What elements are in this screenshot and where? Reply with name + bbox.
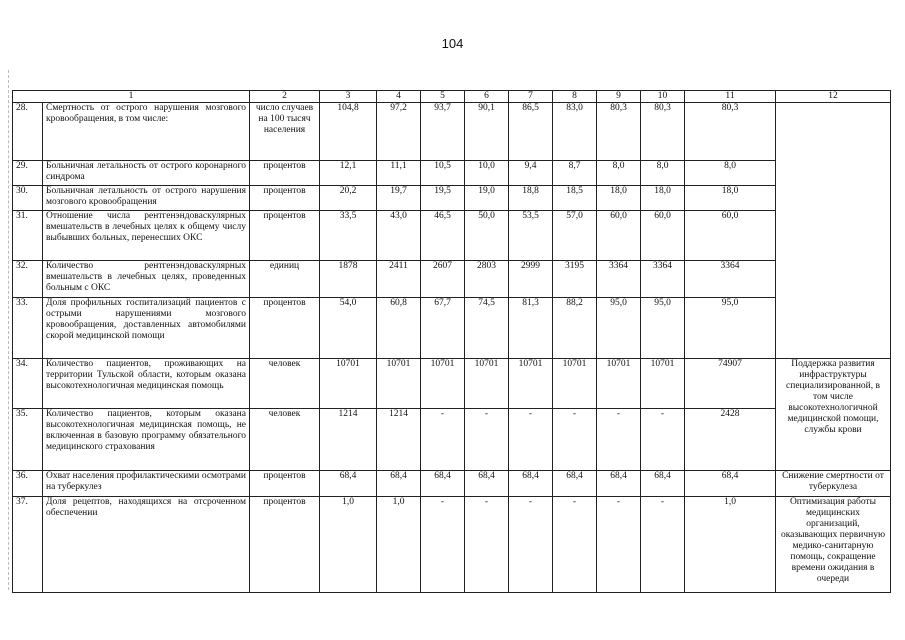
value-cell: 2803 — [465, 261, 509, 298]
header-cell: 2 — [250, 91, 320, 103]
value-cell: 1,0 — [320, 497, 377, 593]
value-cell: - — [553, 409, 597, 471]
value-cell: 10701 — [377, 359, 421, 409]
note-cell-empty — [776, 103, 891, 359]
value-cell: 53,5 — [509, 211, 553, 261]
value-cell: 68,4 — [553, 471, 597, 497]
header-cell: 7 — [509, 91, 553, 103]
value-cell: 81,3 — [509, 298, 553, 359]
value-cell: 74,5 — [465, 298, 509, 359]
row-number: 32. — [13, 261, 43, 298]
table-row — [13, 186, 891, 211]
header-cell: 1 — [13, 91, 250, 103]
value-cell: 2411 — [377, 261, 421, 298]
row-number: 28. — [13, 103, 43, 161]
unit-cell: человек — [250, 359, 320, 409]
value-cell: 3195 — [553, 261, 597, 298]
value-cell: 80,3 — [641, 103, 685, 161]
indicator-cell: Количество рентгенэндоваскулярных вмешательств в лечебных целях, проведенных больным с ОКС — [43, 261, 250, 298]
value-cell: 80,3 — [597, 103, 641, 161]
scan-edge-line — [8, 70, 10, 590]
value-cell: 1214 — [320, 409, 377, 471]
unit-cell: единиц — [250, 261, 320, 298]
value-cell: 10701 — [553, 359, 597, 409]
value-cell: 68,4 — [685, 471, 776, 497]
table-row — [13, 497, 891, 593]
value-cell: 95,0 — [685, 298, 776, 359]
value-cell: 8,0 — [641, 161, 685, 186]
value-cell: - — [597, 497, 641, 593]
note-cell-infrastructure: Поддержка развития инфраструктуры специализированной, в том числе высокотехнологичной медицинской помощи, службы крови — [776, 359, 891, 471]
header-cell: 9 — [597, 91, 641, 103]
value-cell: 19,0 — [465, 186, 509, 211]
unit-cell: процентов — [250, 211, 320, 261]
value-cell: 95,0 — [597, 298, 641, 359]
value-cell: 68,4 — [509, 471, 553, 497]
value-cell: 18,5 — [553, 186, 597, 211]
value-cell: - — [509, 497, 553, 593]
header-row — [13, 91, 891, 103]
indicator-cell: Охват населения профилактическими осмотрами на туберкулез — [43, 471, 250, 497]
indicator-cell: Количество пациентов, которым оказана высокотехнологичная медицинская помощь, не включенная в базовую программу обязательного медицинского страхования — [43, 409, 250, 471]
unit-cell: процентов — [250, 471, 320, 497]
value-cell: 18,0 — [641, 186, 685, 211]
table-row — [13, 471, 891, 497]
note-cell-primary-care: Оптимизация работы медицинских организаций, оказывающих первичную медико-санитарную помощь, сокращение времени ожидания в очереди — [776, 497, 891, 593]
header-cell: 3 — [320, 91, 377, 103]
value-cell: 18,8 — [509, 186, 553, 211]
value-cell: 1214 — [377, 409, 421, 471]
value-cell: 60,0 — [685, 211, 776, 261]
value-cell: 95,0 — [641, 298, 685, 359]
unit-cell: число случаев на 100 тысяч населения — [250, 103, 320, 161]
value-cell: 68,4 — [320, 471, 377, 497]
page-number: 104 — [441, 36, 464, 51]
value-cell: 68,4 — [597, 471, 641, 497]
value-cell: - — [597, 409, 641, 471]
value-cell: 68,4 — [421, 471, 465, 497]
value-cell: 68,4 — [641, 471, 685, 497]
value-cell: 80,3 — [685, 103, 776, 161]
value-cell: 90,1 — [465, 103, 509, 161]
indicator-cell: Доля профильных госпитализаций пациентов с острыми нарушениями мозгового кровообращения, доставленных автомобилями скорой медицинской помощи — [43, 298, 250, 359]
value-cell: 2999 — [509, 261, 553, 298]
row-number: 36. — [13, 471, 43, 497]
indicator-cell: Больничная летальность от острого нарушения мозгового кровообращения — [43, 186, 250, 211]
table-row — [13, 298, 891, 359]
unit-cell: процентов — [250, 186, 320, 211]
value-cell: 74907 — [685, 359, 776, 409]
header-cell: 8 — [553, 91, 597, 103]
table-row — [13, 161, 891, 186]
value-cell: 9,4 — [509, 161, 553, 186]
value-cell: 93,7 — [421, 103, 465, 161]
value-cell: 8,0 — [597, 161, 641, 186]
value-cell: 68,4 — [377, 471, 421, 497]
value-cell: 60,0 — [597, 211, 641, 261]
value-cell: - — [465, 497, 509, 593]
value-cell: 11,1 — [377, 161, 421, 186]
value-cell: 1878 — [320, 261, 377, 298]
value-cell: 10,5 — [421, 161, 465, 186]
value-cell: 86,5 — [509, 103, 553, 161]
indicator-cell: Отношение числа рентгенэндоваскулярных вмешательств в лечебных целях к общему числу выбывших больных, перенесших ОКС — [43, 211, 250, 261]
value-cell: 10,0 — [465, 161, 509, 186]
value-cell: 10701 — [641, 359, 685, 409]
header-cell: 12 — [776, 91, 891, 103]
row-number: 29. — [13, 161, 43, 186]
unit-cell: процентов — [250, 497, 320, 593]
note-cell-tuberculosis: Снижение смертности от туберкулеза — [776, 471, 891, 497]
value-cell: 3364 — [597, 261, 641, 298]
value-cell: 1,0 — [377, 497, 421, 593]
value-cell: 10701 — [320, 359, 377, 409]
unit-cell: процентов — [250, 161, 320, 186]
value-cell: - — [465, 409, 509, 471]
unit-cell: процентов — [250, 298, 320, 359]
row-number: 37. — [13, 497, 43, 593]
value-cell: 3364 — [641, 261, 685, 298]
value-cell: 60,8 — [377, 298, 421, 359]
row-number: 30. — [13, 186, 43, 211]
value-cell: 19,7 — [377, 186, 421, 211]
value-cell: 60,0 — [641, 211, 685, 261]
value-cell: 104,8 — [320, 103, 377, 161]
indicator-cell: Доля рецептов, находящихся на отсроченном обеспечении — [43, 497, 250, 593]
indicator-cell: Количество пациентов, проживающих на территории Тульской области, которым оказана высокотехнологичная медицинская помощь — [43, 359, 250, 409]
value-cell: 2607 — [421, 261, 465, 298]
value-cell: 57,0 — [553, 211, 597, 261]
value-cell: - — [641, 409, 685, 471]
value-cell: 1,0 — [685, 497, 776, 593]
row-number: 34. — [13, 359, 43, 409]
value-cell: 8,0 — [685, 161, 776, 186]
value-cell: 10701 — [597, 359, 641, 409]
table-row — [13, 261, 891, 298]
header-cell: 5 — [421, 91, 465, 103]
value-cell: 97,2 — [377, 103, 421, 161]
table-row — [13, 103, 891, 161]
value-cell: 12,1 — [320, 161, 377, 186]
value-cell: 83,0 — [553, 103, 597, 161]
value-cell: - — [421, 497, 465, 593]
value-cell: 46,5 — [421, 211, 465, 261]
indicator-cell: Больничная летальность от острого коронарного синдрома — [43, 161, 250, 186]
value-cell: 10701 — [465, 359, 509, 409]
table-row — [13, 409, 891, 471]
value-cell: 68,4 — [465, 471, 509, 497]
value-cell: 19,5 — [421, 186, 465, 211]
value-cell: 10701 — [509, 359, 553, 409]
value-cell: 33,5 — [320, 211, 377, 261]
row-number: 33. — [13, 298, 43, 359]
unit-cell: человек — [250, 409, 320, 471]
indicators-table — [12, 90, 891, 593]
header-cell: 4 — [377, 91, 421, 103]
value-cell: 8,7 — [553, 161, 597, 186]
table-row — [13, 211, 891, 261]
row-number: 31. — [13, 211, 43, 261]
header-cell: 6 — [465, 91, 509, 103]
value-cell: 54,0 — [320, 298, 377, 359]
value-cell: 20,2 — [320, 186, 377, 211]
value-cell: 10701 — [421, 359, 465, 409]
value-cell: 43,0 — [377, 211, 421, 261]
value-cell: - — [641, 497, 685, 593]
row-number: 35. — [13, 409, 43, 471]
value-cell: 50,0 — [465, 211, 509, 261]
header-cell: 10 — [641, 91, 685, 103]
value-cell: 88,2 — [553, 298, 597, 359]
value-cell: - — [509, 409, 553, 471]
value-cell: 18,0 — [597, 186, 641, 211]
value-cell: 3364 — [685, 261, 776, 298]
indicator-cell: Смертность от острого нарушения мозгового кровообращения, в том числе: — [43, 103, 250, 161]
header-cell: 11 — [685, 91, 776, 103]
value-cell: 67,7 — [421, 298, 465, 359]
table-row — [13, 359, 891, 409]
value-cell: 2428 — [685, 409, 776, 471]
value-cell: - — [421, 409, 465, 471]
value-cell: 18,0 — [685, 186, 776, 211]
value-cell: - — [553, 497, 597, 593]
